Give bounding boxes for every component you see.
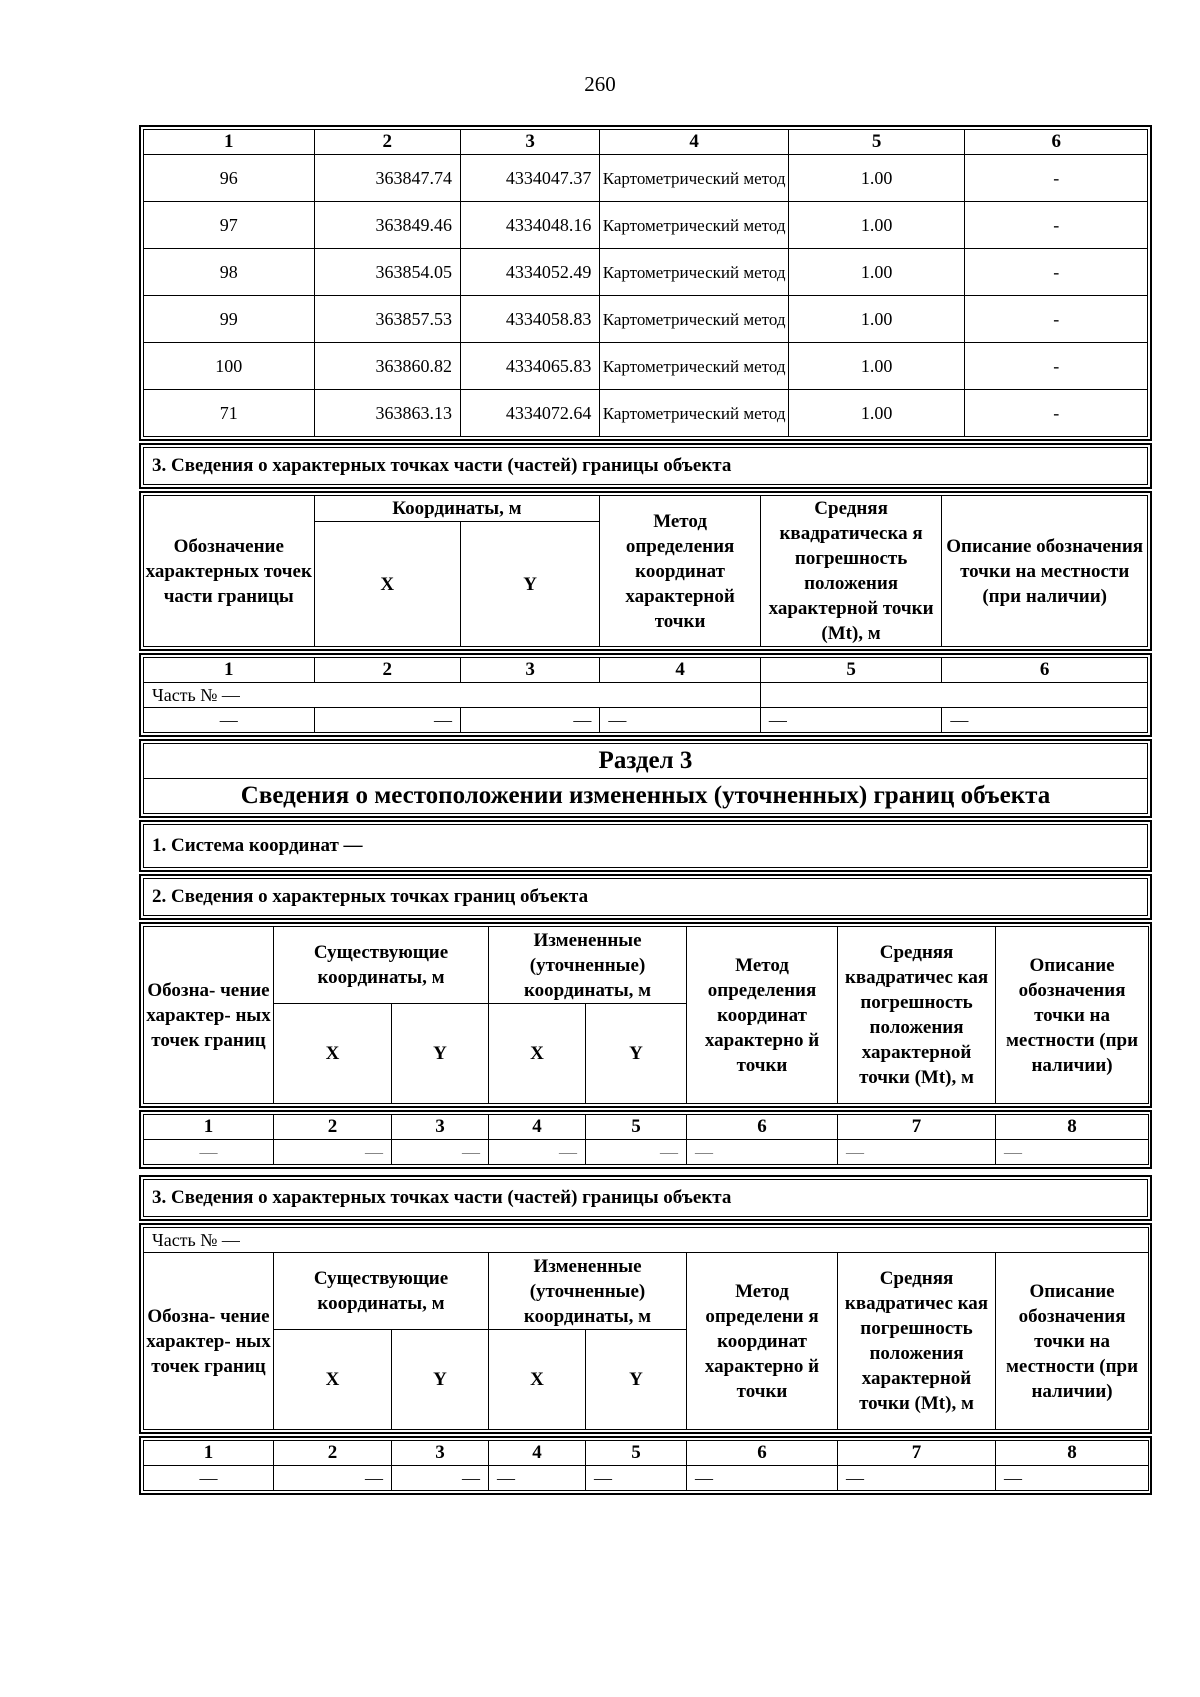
column-number-row: 1 2 3 4 5 6 7 8 — [144, 1441, 1149, 1466]
error: 1.00 — [788, 202, 965, 249]
coord-y: 4334058.83 — [460, 296, 599, 343]
coord-system-box — [139, 820, 1152, 872]
col-x: X — [274, 1004, 392, 1104]
col-y: Y — [392, 1004, 489, 1104]
coord-y: 4334047.37 — [460, 155, 599, 202]
section-title: 2. Сведения о характерных точках границ объекта — [144, 879, 1148, 916]
table-row — [144, 155, 1148, 202]
col-existing: Существующие координаты, м — [274, 1253, 489, 1330]
section3-title-box — [139, 739, 1152, 818]
section3-heading: Сведения о местоположении измененных (уточненных) границ объекта — [144, 779, 1148, 814]
col-coords: Координаты, м — [314, 496, 600, 522]
error: 1.00 — [788, 155, 965, 202]
section3-sub2-body-table — [139, 1110, 1152, 1169]
part-label: Часть № — — [144, 1228, 1149, 1253]
column-number-row: 1 2 3 4 5 6 7 8 — [144, 1115, 1149, 1140]
top-coordinates-table — [139, 125, 1152, 441]
col-existing: Существующие координаты, м — [274, 927, 489, 1004]
coord-y: 4334052.49 — [460, 249, 599, 296]
coord-x: 363849.46 — [314, 202, 460, 249]
description: - — [965, 390, 1148, 437]
point-number: 98 — [144, 249, 315, 296]
col-y: Y — [586, 1004, 687, 1104]
col-method: Метод определения координат характерной точки — [600, 496, 760, 647]
table-row — [144, 390, 1148, 437]
method: Картометрический метод — [600, 343, 789, 390]
error: 1.00 — [788, 343, 965, 390]
coord-x: 363857.53 — [314, 296, 460, 343]
col-designation: Обозна- чение характер- ных точек границ — [144, 1253, 274, 1430]
table-row — [144, 296, 1148, 343]
col-y: Y — [586, 1330, 687, 1430]
table-row — [144, 202, 1148, 249]
coord-x: 363854.05 — [314, 249, 460, 296]
point-number: 97 — [144, 202, 315, 249]
col-x: X — [274, 1330, 392, 1430]
error: 1.00 — [788, 390, 965, 437]
col-error: Средняя квадратичес кая погрешность положения характерной точки (Mt), м — [838, 927, 996, 1104]
section3-sub3-title-box — [139, 1175, 1152, 1221]
col-changed: Измененные (уточненные) координаты, м — [489, 1253, 687, 1330]
error: 1.00 — [788, 249, 965, 296]
table-row: — — — — — — — — — [144, 1466, 1149, 1491]
coord-y: 4334065.83 — [460, 343, 599, 390]
section2-part3-body-table — [139, 653, 1152, 737]
col-x: X — [489, 1004, 586, 1104]
col-x: X — [489, 1330, 586, 1430]
col-designation: Обозначение характерных точек части границы — [144, 496, 315, 647]
method: Картометрический метод — [600, 390, 789, 437]
section2-part3-title-box — [139, 443, 1152, 489]
error: 1.00 — [788, 296, 965, 343]
razdel-title: Раздел 3 — [144, 744, 1148, 779]
part-label: Часть № — — [144, 683, 761, 708]
col-description: Описание обозначения точки на местности (при наличии) — [996, 927, 1149, 1104]
point-number: 71 — [144, 390, 315, 437]
section-title: 3. Сведения о характерных точках части (частей) границы объекта — [144, 448, 1148, 485]
column-number-row: 1 2 3 4 5 6 — [144, 130, 1148, 155]
col-changed: Измененные (уточненные) координаты, м — [489, 927, 687, 1004]
method: Картометрический метод — [600, 296, 789, 343]
table-row: — — — — — — — [144, 708, 1148, 733]
method: Картометрический метод — [600, 249, 789, 296]
description: - — [965, 249, 1148, 296]
section3-sub3-table — [139, 1223, 1152, 1434]
coord-x: 363863.13 — [314, 390, 460, 437]
col-x: X — [314, 522, 460, 647]
col-designation: Обозна- чение характер- ных точек границ — [144, 927, 274, 1104]
coord-y: 4334048.16 — [460, 202, 599, 249]
description: - — [965, 343, 1148, 390]
method: Картометрический метод — [600, 155, 789, 202]
section2-part3-header-table — [139, 491, 1152, 651]
table-row — [144, 249, 1148, 296]
description: - — [965, 155, 1148, 202]
coord-system: 1. Система координат — — [144, 825, 1148, 868]
page-number: 260 — [584, 72, 616, 96]
col-method: Метод определени я координат характерно й точки — [687, 1253, 838, 1430]
table-row — [144, 343, 1148, 390]
section3-sub3-body-table — [139, 1436, 1152, 1495]
section3-sub2-title-box — [139, 874, 1152, 920]
method: Картометрический метод — [600, 202, 789, 249]
table-row: — — — — — — — — — [144, 1140, 1149, 1165]
col-description: Описание обозначения точки на местности (при наличии) — [942, 496, 1148, 647]
coord-x: 363860.82 — [314, 343, 460, 390]
section3-sub2-header-table — [139, 922, 1152, 1108]
column-number-row: 1 2 3 4 5 6 — [144, 658, 1148, 683]
section-title: 3. Сведения о характерных точках части (частей) границы объекта — [144, 1180, 1148, 1217]
col-description: Описание обозначения точки на местности (при наличии) — [996, 1253, 1149, 1430]
col-y: Y — [460, 522, 599, 647]
col-method: Метод определения координат характерно й точки — [687, 927, 838, 1104]
col-error: Средняя квадратичес кая погрешность положения характерной точки (Mt), м — [838, 1253, 996, 1430]
description: - — [965, 202, 1148, 249]
coord-x: 363847.74 — [314, 155, 460, 202]
point-number: 96 — [144, 155, 315, 202]
col-error: Средняя квадратическа я погрешность положения характерной точки (Mt), м — [760, 496, 942, 647]
coord-y: 4334072.64 — [460, 390, 599, 437]
description: - — [965, 296, 1148, 343]
document-body — [139, 125, 1152, 1495]
point-number: 100 — [144, 343, 315, 390]
point-number: 99 — [144, 296, 315, 343]
col-y: Y — [392, 1330, 489, 1430]
